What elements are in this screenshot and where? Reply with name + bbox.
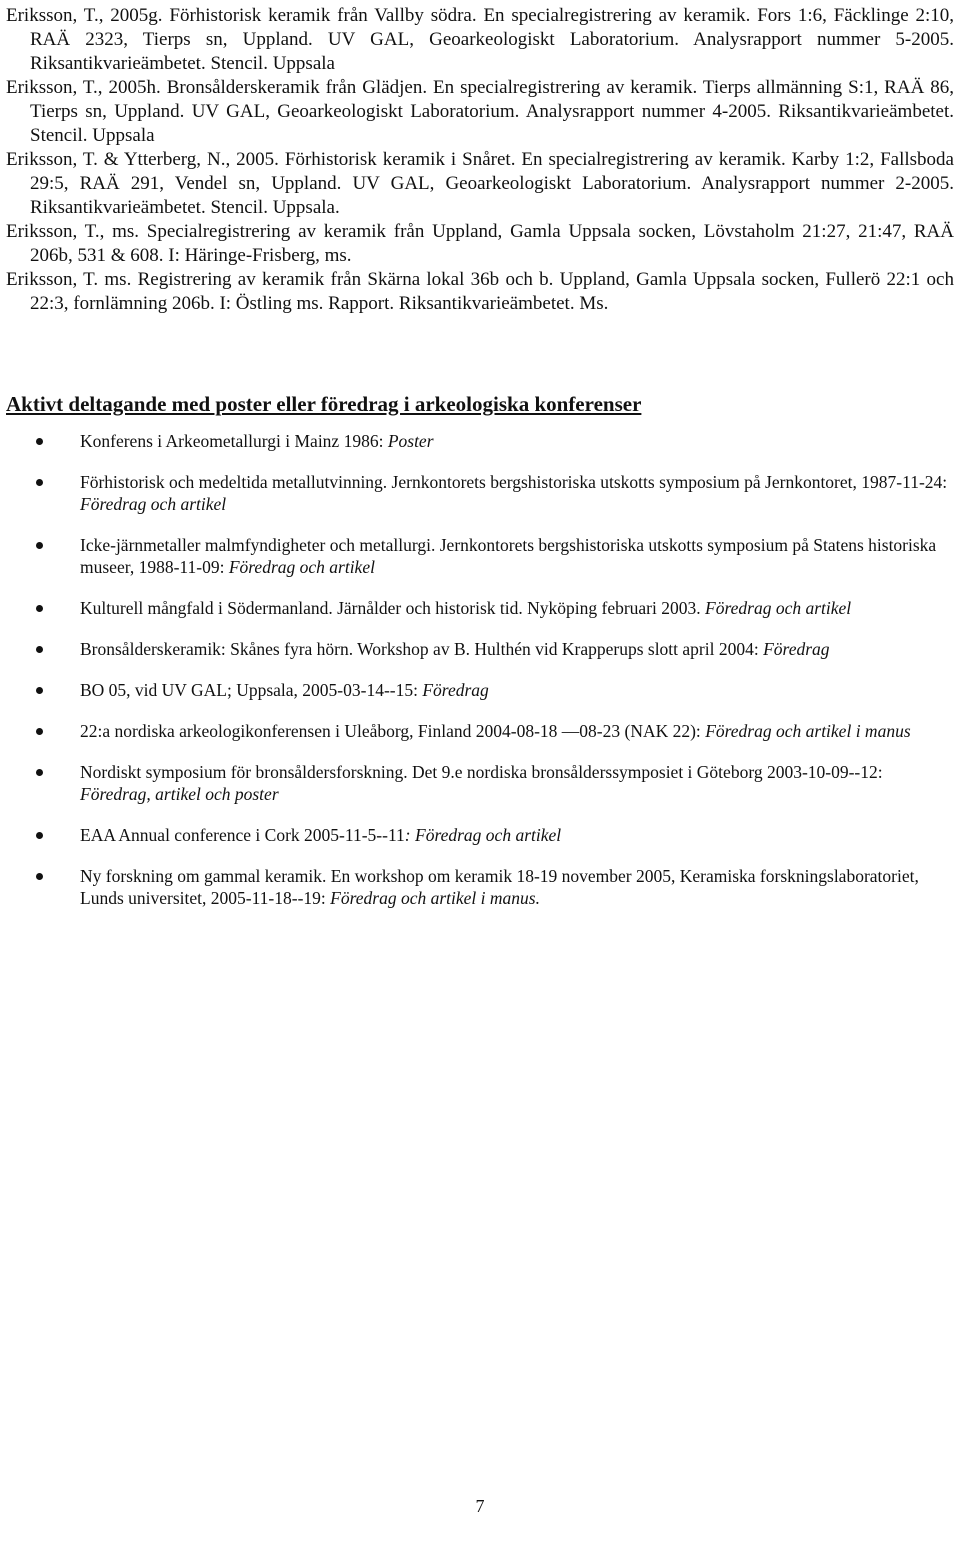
reference-entry: Eriksson, T. ms. Registrering av keramik från Skärna lokal 36b och b. Uppland, Gamla Uppsala socken, Fullerö 22:1 och 22:3, fornlämning 206b. I: Östling ms. Rapport. Riksantikvarieämbetet. Ms.: [6, 269, 954, 314]
activity-text: Ny forskning om gammal keramik. En workshop om keramik 18-19 november 2005, Keramiska forskningslaboratoriet, Lunds universitet, 2005-11-18--19:: [80, 866, 919, 908]
activity-type: Föredrag, artikel och poster: [80, 784, 279, 804]
activity-text: Bronsålderskeramik: Skånes fyra hörn. Workshop av B. Hulthén vid Krapperups slott april 2004:: [80, 639, 764, 659]
activity-text: Nordiskt symposium för bronsåldersforskning. Det 9.e nordiska bronsålderssymposiet i Göteborg 2003-10-09--12:: [80, 762, 883, 782]
list-item: [6, 430, 954, 452]
reference-entry: Eriksson, T., 2005h. Bronsålderskeramik från Glädjen. En specialregistrering av keramik. Tierps allmänning S:1, RAÄ 86, Tierps sn, Uppland. UV GAL, Geoarkeologiskt Laboratorium. Analysrapport nummer 4-2005. Riksantikvarieämbetet. Stencil. Uppsala: [6, 77, 954, 146]
activity-text: Kulturell mångfald i Södermanland. Järnålder och historisk tid. Nyköping februari 2003.: [80, 598, 706, 618]
list-item: [6, 865, 954, 909]
activity-type: Föredrag: [763, 639, 830, 659]
activity-type: Föredrag: [422, 680, 489, 700]
activity-text: Förhistorisk och medeltida metallutvinning. Jernkontorets bergshistoriska utskotts symposium på Jernkontoret, 1987-11-24:: [80, 472, 948, 492]
reference-entry: Eriksson, T., 2005g. Förhistorisk keramik från Vallby södra. En specialregistrering av keramik. Fors 1:6, Fäcklinge 2:10, RAÄ 2323, Tierps sn, Uppland. UV GAL, Geoarkeologiskt Laboratorium. Analysrapport nummer 5-2005. Riksantikvarieämbetet. Stencil. Uppsala: [6, 5, 954, 74]
activity-text: BO 05, vid UV GAL; Uppsala, 2005-03-14--15:: [80, 680, 423, 700]
activity-type: Föredrag och artikel: [80, 494, 227, 514]
activity-type: Poster: [387, 431, 434, 451]
list-item: [6, 638, 954, 660]
list-item: [6, 679, 954, 701]
page-number: 7: [475, 1496, 485, 1516]
list-item: [6, 597, 954, 619]
activity-type: Föredrag och artikel i manus: [705, 721, 911, 741]
list-item: [6, 761, 954, 805]
activity-list: [6, 430, 954, 928]
activity-type: Föredrag och artikel i manus.: [330, 888, 540, 908]
activity-type: Föredrag och artikel: [705, 598, 852, 618]
list-item: [6, 534, 954, 578]
activity-type: : Föredrag och artikel: [404, 825, 562, 845]
activity-type: Föredrag och artikel: [228, 557, 375, 577]
reference-list: [6, 4, 954, 316]
list-item: [6, 824, 954, 846]
reference-entry: Eriksson, T., ms. Specialregistrering av keramik från Uppland, Gamla Uppsala socken, Lövstaholm 21:27, 21:47, RAÄ 206b, 531 & 608. I: Häringe-Frisberg, ms.: [6, 221, 954, 266]
activity-text: Icke-järnmetaller malmfyndigheter och metallurgi. Jernkontorets bergshistoriska utskotts symposium på Statens historiska museer, 1988-11-09:: [80, 535, 937, 577]
list-item: [6, 720, 954, 742]
list-item: [6, 471, 954, 515]
activity-text: Konferens i Arkeometallurgi i Mainz 1986:: [80, 431, 388, 451]
section-heading: Aktivt deltagande med poster eller föredrag i arkeologiska konferenser: [6, 392, 642, 416]
activity-text: 22:a nordiska arkeologikonferensen i Uleåborg, Finland 2004-08-18 —08-23 (NAK 22):: [80, 721, 706, 741]
reference-entry: Eriksson, T. & Ytterberg, N., 2005. Förhistorisk keramik i Snåret. En specialregistrering av keramik. Karby 1:2, Fallsboda 29:5, RAÄ 291, Vendel sn, Uppland. UV GAL, Geoarkeologiskt Laboratorium. Analysrapport nummer 2-2005. Riksantikvarieämbetet. Stencil. Uppsala.: [6, 149, 954, 218]
activity-text: EAA Annual conference i Cork 2005-11-5--11: [80, 825, 405, 845]
